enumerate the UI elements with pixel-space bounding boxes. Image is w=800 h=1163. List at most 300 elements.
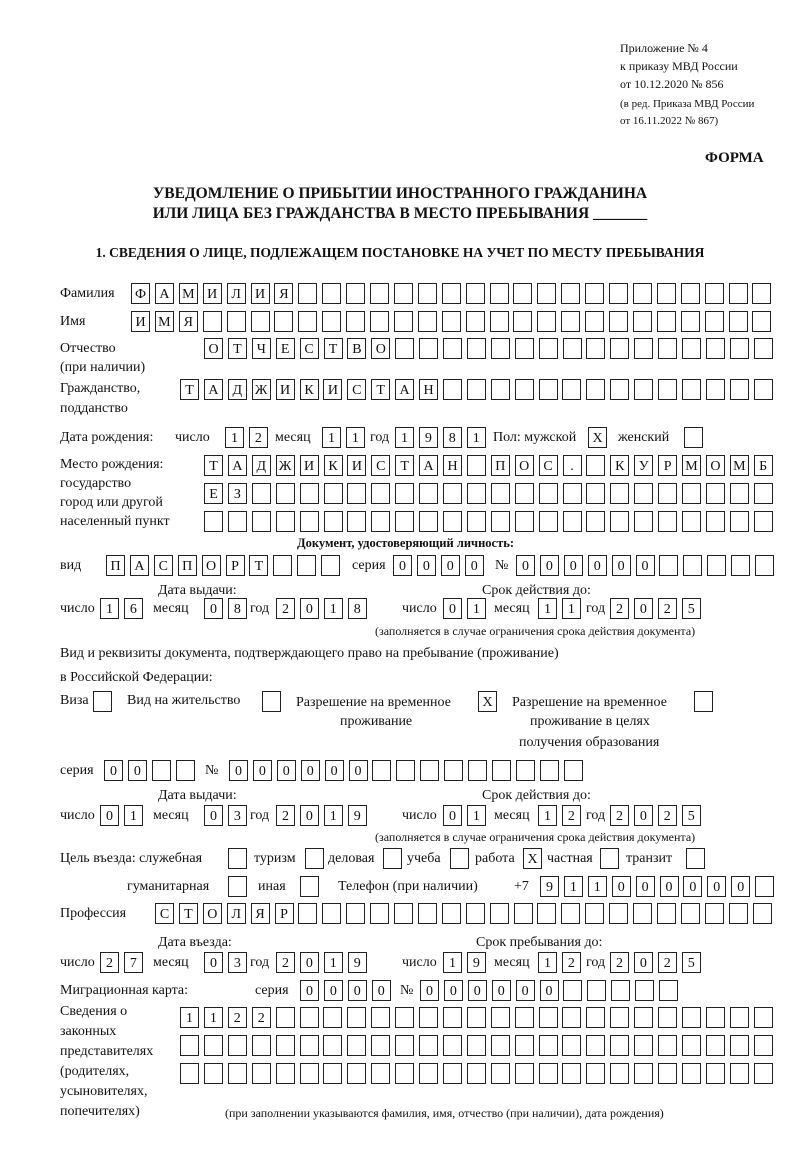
char-box[interactable]: И bbox=[276, 379, 295, 400]
char-box[interactable] bbox=[729, 311, 748, 332]
purpose-private-checkbox[interactable] bbox=[600, 848, 624, 870]
char-box[interactable]: 0 bbox=[516, 555, 535, 576]
char-box[interactable] bbox=[228, 1035, 247, 1056]
char-box[interactable]: 2 bbox=[658, 952, 677, 973]
char-box[interactable]: 0 bbox=[300, 952, 319, 973]
char-box[interactable]: 0 bbox=[104, 760, 123, 781]
char-box[interactable] bbox=[394, 311, 413, 332]
char-box[interactable] bbox=[586, 1063, 605, 1084]
char-box[interactable] bbox=[681, 903, 700, 924]
char-box[interactable] bbox=[371, 1007, 390, 1028]
char-box[interactable] bbox=[322, 283, 341, 304]
char-box[interactable] bbox=[609, 903, 628, 924]
char-box[interactable]: О bbox=[515, 455, 534, 476]
citizenship-field[interactable] bbox=[180, 379, 778, 401]
char-box[interactable]: А bbox=[130, 555, 149, 576]
char-box[interactable]: 0 bbox=[300, 980, 319, 1001]
char-box[interactable] bbox=[418, 283, 437, 304]
char-box[interactable] bbox=[418, 311, 437, 332]
char-box[interactable]: Т bbox=[228, 338, 247, 359]
char-box[interactable]: 2 bbox=[276, 952, 295, 973]
char-box[interactable] bbox=[347, 483, 366, 504]
char-box[interactable] bbox=[395, 1035, 414, 1056]
char-box[interactable] bbox=[730, 1007, 749, 1028]
id-issue-year-field[interactable] bbox=[276, 598, 372, 620]
char-box[interactable] bbox=[634, 483, 653, 504]
char-box[interactable] bbox=[491, 483, 510, 504]
char-box[interactable]: 0 bbox=[540, 555, 559, 576]
char-box[interactable]: А bbox=[228, 455, 247, 476]
char-box[interactable] bbox=[203, 311, 222, 332]
stay-until-month-field[interactable] bbox=[538, 952, 586, 974]
char-box[interactable] bbox=[563, 511, 582, 532]
char-box[interactable] bbox=[443, 379, 462, 400]
char-box[interactable] bbox=[634, 1007, 653, 1028]
char-box[interactable]: 0 bbox=[277, 760, 296, 781]
char-box[interactable] bbox=[730, 483, 749, 504]
char-box[interactable]: Т bbox=[395, 455, 414, 476]
residence-checkbox[interactable] bbox=[262, 691, 286, 713]
char-box[interactable] bbox=[395, 511, 414, 532]
id-valid-month-field[interactable] bbox=[538, 598, 586, 620]
char-box[interactable] bbox=[228, 511, 247, 532]
char-box[interactable] bbox=[658, 1007, 677, 1028]
char-box[interactable]: 8 bbox=[228, 598, 247, 619]
char-box[interactable] bbox=[372, 760, 391, 781]
char-box[interactable] bbox=[204, 1063, 223, 1084]
char-box[interactable] bbox=[395, 483, 414, 504]
char-box[interactable] bbox=[585, 903, 604, 924]
char-box[interactable] bbox=[300, 483, 319, 504]
char-box[interactable]: 1 bbox=[180, 1007, 199, 1028]
char-box[interactable] bbox=[634, 379, 653, 400]
purpose-service-checkbox[interactable] bbox=[228, 848, 252, 870]
char-box[interactable] bbox=[611, 980, 630, 1001]
char-box[interactable] bbox=[395, 1007, 414, 1028]
char-box[interactable] bbox=[585, 283, 604, 304]
char-box[interactable] bbox=[754, 1007, 773, 1028]
char-box[interactable] bbox=[515, 379, 534, 400]
char-box[interactable] bbox=[729, 283, 748, 304]
char-box[interactable]: 0 bbox=[301, 760, 320, 781]
char-box[interactable] bbox=[561, 903, 580, 924]
char-box[interactable]: Я bbox=[274, 283, 293, 304]
purpose-tourism-checkbox[interactable] bbox=[305, 848, 329, 870]
char-box[interactable] bbox=[754, 1063, 773, 1084]
char-box[interactable]: А bbox=[155, 283, 174, 304]
char-box[interactable]: С bbox=[539, 455, 558, 476]
char-box[interactable] bbox=[228, 1063, 247, 1084]
char-box[interactable] bbox=[300, 1035, 319, 1056]
char-box[interactable] bbox=[754, 338, 773, 359]
char-box[interactable] bbox=[682, 338, 701, 359]
char-box[interactable]: 0 bbox=[420, 980, 439, 1001]
char-box[interactable]: 1 bbox=[467, 427, 486, 448]
char-box[interactable] bbox=[682, 1007, 701, 1028]
char-box[interactable]: И bbox=[347, 455, 366, 476]
char-box[interactable]: А bbox=[204, 379, 223, 400]
char-box[interactable] bbox=[659, 555, 678, 576]
char-box[interactable]: Я bbox=[179, 311, 198, 332]
char-box[interactable] bbox=[561, 311, 580, 332]
char-box[interactable]: 0 bbox=[229, 760, 248, 781]
char-box[interactable] bbox=[491, 338, 510, 359]
char-box[interactable] bbox=[442, 311, 461, 332]
char-box[interactable] bbox=[419, 1007, 438, 1028]
char-box[interactable] bbox=[297, 555, 316, 576]
char-box[interactable]: 0 bbox=[612, 876, 631, 897]
stay-until-day-field[interactable] bbox=[443, 952, 491, 974]
stay-issue-day-field[interactable] bbox=[100, 805, 148, 827]
char-box[interactable] bbox=[564, 760, 583, 781]
char-box[interactable]: Т bbox=[249, 555, 268, 576]
char-box[interactable] bbox=[515, 1007, 534, 1028]
id-issue-month-field[interactable] bbox=[204, 598, 252, 620]
char-box[interactable] bbox=[419, 511, 438, 532]
char-box[interactable] bbox=[467, 483, 486, 504]
char-box[interactable] bbox=[276, 511, 295, 532]
char-box[interactable]: Р bbox=[275, 903, 294, 924]
char-box[interactable] bbox=[514, 903, 533, 924]
char-box[interactable] bbox=[754, 483, 773, 504]
birth-year-field[interactable] bbox=[395, 427, 491, 449]
char-box[interactable]: X bbox=[588, 427, 607, 448]
char-box[interactable] bbox=[346, 903, 365, 924]
birthplace-field-1[interactable] bbox=[204, 455, 778, 477]
char-box[interactable] bbox=[371, 483, 390, 504]
purpose-other-checkbox[interactable] bbox=[300, 876, 324, 898]
char-box[interactable]: 0 bbox=[707, 876, 726, 897]
char-box[interactable] bbox=[610, 379, 629, 400]
char-box[interactable]: Т bbox=[324, 338, 343, 359]
char-box[interactable] bbox=[563, 338, 582, 359]
id-valid-day-field[interactable] bbox=[443, 598, 491, 620]
char-box[interactable] bbox=[562, 1007, 581, 1028]
char-box[interactable] bbox=[730, 338, 749, 359]
char-box[interactable]: Е bbox=[276, 338, 295, 359]
char-box[interactable]: 0 bbox=[683, 876, 702, 897]
purpose-business-checkbox[interactable] bbox=[383, 848, 407, 870]
char-box[interactable] bbox=[491, 1007, 510, 1028]
char-box[interactable] bbox=[419, 1035, 438, 1056]
char-box[interactable] bbox=[682, 1063, 701, 1084]
char-box[interactable] bbox=[467, 1063, 486, 1084]
char-box[interactable]: 0 bbox=[300, 805, 319, 826]
sex-female-checkbox[interactable] bbox=[684, 427, 708, 449]
char-box[interactable] bbox=[706, 483, 725, 504]
purpose-transit-checkbox[interactable] bbox=[686, 848, 710, 870]
char-box[interactable] bbox=[682, 483, 701, 504]
char-box[interactable] bbox=[730, 511, 749, 532]
char-box[interactable] bbox=[370, 311, 389, 332]
char-box[interactable]: С bbox=[300, 338, 319, 359]
char-box[interactable]: 9 bbox=[348, 952, 367, 973]
char-box[interactable]: 1 bbox=[324, 952, 343, 973]
char-box[interactable] bbox=[563, 483, 582, 504]
char-box[interactable] bbox=[683, 555, 702, 576]
char-box[interactable]: 2 bbox=[658, 805, 677, 826]
birth-day-field[interactable] bbox=[225, 427, 273, 449]
char-box[interactable] bbox=[300, 876, 319, 897]
char-box[interactable] bbox=[563, 980, 582, 1001]
char-box[interactable] bbox=[93, 691, 112, 712]
char-box[interactable] bbox=[394, 903, 413, 924]
trp-checkbox[interactable] bbox=[478, 691, 502, 713]
char-box[interactable]: 2 bbox=[249, 427, 268, 448]
char-box[interactable]: М bbox=[730, 455, 749, 476]
purpose-work-checkbox[interactable] bbox=[523, 848, 547, 870]
char-box[interactable]: П bbox=[178, 555, 197, 576]
char-box[interactable]: Н bbox=[443, 455, 462, 476]
char-box[interactable] bbox=[419, 483, 438, 504]
char-box[interactable]: 0 bbox=[492, 980, 511, 1001]
char-box[interactable] bbox=[491, 1063, 510, 1084]
char-box[interactable] bbox=[305, 848, 324, 869]
char-box[interactable]: 2 bbox=[100, 952, 119, 973]
char-box[interactable]: 1 bbox=[588, 876, 607, 897]
char-box[interactable] bbox=[180, 1063, 199, 1084]
char-box[interactable] bbox=[562, 1063, 581, 1084]
char-box[interactable] bbox=[383, 848, 402, 869]
char-box[interactable] bbox=[443, 1063, 462, 1084]
char-box[interactable] bbox=[442, 903, 461, 924]
char-box[interactable] bbox=[539, 1063, 558, 1084]
char-box[interactable] bbox=[657, 311, 676, 332]
char-box[interactable] bbox=[539, 338, 558, 359]
id-valid-year-field[interactable] bbox=[610, 598, 706, 620]
char-box[interactable]: 0 bbox=[636, 555, 655, 576]
char-box[interactable]: 8 bbox=[443, 427, 462, 448]
char-box[interactable] bbox=[539, 511, 558, 532]
char-box[interactable] bbox=[176, 760, 195, 781]
char-box[interactable] bbox=[204, 511, 223, 532]
char-box[interactable]: 1 bbox=[204, 1007, 223, 1028]
char-box[interactable] bbox=[251, 311, 270, 332]
char-box[interactable] bbox=[515, 1035, 534, 1056]
char-box[interactable]: Л bbox=[227, 283, 246, 304]
char-box[interactable]: 0 bbox=[588, 555, 607, 576]
phone-field[interactable] bbox=[540, 876, 779, 898]
char-box[interactable] bbox=[513, 311, 532, 332]
char-box[interactable]: 2 bbox=[228, 1007, 247, 1028]
char-box[interactable] bbox=[466, 283, 485, 304]
char-box[interactable] bbox=[394, 283, 413, 304]
char-box[interactable] bbox=[730, 379, 749, 400]
char-box[interactable] bbox=[537, 283, 556, 304]
char-box[interactable] bbox=[180, 1035, 199, 1056]
char-box[interactable]: 2 bbox=[562, 805, 581, 826]
char-box[interactable] bbox=[276, 1063, 295, 1084]
char-box[interactable] bbox=[561, 283, 580, 304]
char-box[interactable]: Ф bbox=[131, 283, 150, 304]
char-box[interactable]: 1 bbox=[322, 427, 341, 448]
char-box[interactable] bbox=[324, 511, 343, 532]
char-box[interactable] bbox=[586, 379, 605, 400]
char-box[interactable]: 1 bbox=[564, 876, 583, 897]
char-box[interactable]: О bbox=[203, 903, 222, 924]
char-box[interactable] bbox=[491, 379, 510, 400]
char-box[interactable] bbox=[755, 555, 774, 576]
char-box[interactable]: М bbox=[682, 455, 701, 476]
char-box[interactable] bbox=[610, 1035, 629, 1056]
char-box[interactable]: 0 bbox=[612, 555, 631, 576]
char-box[interactable] bbox=[635, 980, 654, 1001]
char-box[interactable]: 0 bbox=[441, 555, 460, 576]
char-box[interactable]: У bbox=[634, 455, 653, 476]
char-box[interactable]: 1 bbox=[443, 952, 462, 973]
char-box[interactable]: 2 bbox=[276, 598, 295, 619]
char-box[interactable] bbox=[322, 311, 341, 332]
char-box[interactable]: Д bbox=[228, 379, 247, 400]
char-box[interactable] bbox=[610, 338, 629, 359]
char-box[interactable] bbox=[754, 511, 773, 532]
char-box[interactable]: 1 bbox=[324, 598, 343, 619]
char-box[interactable]: 1 bbox=[324, 805, 343, 826]
char-box[interactable] bbox=[659, 980, 678, 1001]
stay-until-year-field[interactable] bbox=[610, 952, 706, 974]
char-box[interactable]: 0 bbox=[204, 598, 223, 619]
char-box[interactable] bbox=[443, 338, 462, 359]
char-box[interactable]: 3 bbox=[228, 952, 247, 973]
char-box[interactable] bbox=[228, 848, 247, 869]
char-box[interactable] bbox=[276, 1035, 295, 1056]
char-box[interactable] bbox=[694, 691, 713, 712]
char-box[interactable] bbox=[490, 311, 509, 332]
char-box[interactable]: С bbox=[347, 379, 366, 400]
char-box[interactable]: Р bbox=[226, 555, 245, 576]
char-box[interactable] bbox=[587, 980, 606, 1001]
char-box[interactable] bbox=[681, 283, 700, 304]
char-box[interactable]: 0 bbox=[634, 952, 653, 973]
char-box[interactable]: Б bbox=[754, 455, 773, 476]
id-issue-day-field[interactable] bbox=[100, 598, 148, 620]
migration-card-series-field[interactable] bbox=[300, 980, 396, 1002]
char-box[interactable]: 1 bbox=[538, 952, 557, 973]
char-box[interactable]: 5 bbox=[682, 805, 701, 826]
char-box[interactable]: 0 bbox=[443, 805, 462, 826]
char-box[interactable] bbox=[537, 903, 556, 924]
char-box[interactable] bbox=[658, 511, 677, 532]
char-box[interactable]: 2 bbox=[610, 952, 629, 973]
char-box[interactable] bbox=[755, 876, 774, 897]
char-box[interactable] bbox=[515, 483, 534, 504]
char-box[interactable] bbox=[324, 483, 343, 504]
char-box[interactable] bbox=[298, 903, 317, 924]
char-box[interactable] bbox=[252, 483, 271, 504]
char-box[interactable] bbox=[419, 338, 438, 359]
char-box[interactable]: 7 bbox=[124, 952, 143, 973]
char-box[interactable] bbox=[586, 1007, 605, 1028]
char-box[interactable] bbox=[252, 1063, 271, 1084]
char-box[interactable] bbox=[540, 760, 559, 781]
char-box[interactable] bbox=[684, 427, 703, 448]
char-box[interactable]: С bbox=[154, 555, 173, 576]
char-box[interactable]: Т bbox=[371, 379, 390, 400]
char-box[interactable]: Я bbox=[251, 903, 270, 924]
char-box[interactable] bbox=[395, 1063, 414, 1084]
char-box[interactable] bbox=[610, 1007, 629, 1028]
char-box[interactable] bbox=[610, 483, 629, 504]
migration-card-number-field[interactable] bbox=[420, 980, 683, 1002]
char-box[interactable] bbox=[442, 283, 461, 304]
char-box[interactable]: X bbox=[523, 848, 542, 869]
char-box[interactable] bbox=[586, 1035, 605, 1056]
char-box[interactable]: 0 bbox=[393, 555, 412, 576]
char-box[interactable]: К bbox=[610, 455, 629, 476]
char-box[interactable] bbox=[492, 760, 511, 781]
char-box[interactable]: Е bbox=[204, 483, 223, 504]
id-kind-field[interactable] bbox=[106, 555, 345, 577]
char-box[interactable]: 0 bbox=[348, 980, 367, 1001]
char-box[interactable] bbox=[658, 483, 677, 504]
char-box[interactable]: 9 bbox=[348, 805, 367, 826]
char-box[interactable] bbox=[682, 1035, 701, 1056]
char-box[interactable] bbox=[705, 903, 724, 924]
stay-issue-month-field[interactable] bbox=[204, 805, 252, 827]
char-box[interactable] bbox=[370, 283, 389, 304]
char-box[interactable]: 9 bbox=[419, 427, 438, 448]
char-box[interactable] bbox=[682, 511, 701, 532]
char-box[interactable] bbox=[323, 1007, 342, 1028]
char-box[interactable]: 1 bbox=[538, 598, 557, 619]
char-box[interactable] bbox=[298, 283, 317, 304]
char-box[interactable] bbox=[586, 455, 605, 476]
char-box[interactable] bbox=[276, 1007, 295, 1028]
char-box[interactable] bbox=[706, 338, 725, 359]
char-box[interactable]: Т bbox=[204, 455, 223, 476]
char-box[interactable]: И bbox=[323, 379, 342, 400]
char-box[interactable] bbox=[562, 379, 581, 400]
char-box[interactable] bbox=[686, 848, 705, 869]
char-box[interactable] bbox=[444, 760, 463, 781]
char-box[interactable]: 5 bbox=[682, 598, 701, 619]
char-box[interactable] bbox=[466, 311, 485, 332]
char-box[interactable]: 0 bbox=[731, 876, 750, 897]
char-box[interactable] bbox=[562, 1035, 581, 1056]
char-box[interactable] bbox=[634, 1035, 653, 1056]
char-box[interactable] bbox=[273, 555, 292, 576]
char-box[interactable] bbox=[371, 511, 390, 532]
char-box[interactable] bbox=[300, 1063, 319, 1084]
char-box[interactable] bbox=[347, 511, 366, 532]
char-box[interactable] bbox=[468, 760, 487, 781]
char-box[interactable]: 2 bbox=[610, 805, 629, 826]
char-box[interactable] bbox=[321, 555, 340, 576]
char-box[interactable] bbox=[729, 903, 748, 924]
char-box[interactable] bbox=[752, 311, 771, 332]
char-box[interactable]: 0 bbox=[564, 555, 583, 576]
char-box[interactable]: . bbox=[563, 455, 582, 476]
char-box[interactable]: 0 bbox=[634, 598, 653, 619]
char-box[interactable] bbox=[371, 1035, 390, 1056]
purpose-humanitarian-checkbox[interactable] bbox=[228, 876, 252, 898]
stay-valid-month-field[interactable] bbox=[538, 805, 586, 827]
char-box[interactable] bbox=[731, 555, 750, 576]
char-box[interactable] bbox=[658, 1063, 677, 1084]
char-box[interactable]: Д bbox=[252, 455, 271, 476]
char-box[interactable] bbox=[706, 1035, 725, 1056]
char-box[interactable] bbox=[706, 1007, 725, 1028]
char-box[interactable]: 0 bbox=[349, 760, 368, 781]
char-box[interactable] bbox=[706, 511, 725, 532]
char-box[interactable] bbox=[634, 511, 653, 532]
char-box[interactable] bbox=[537, 311, 556, 332]
char-box[interactable] bbox=[754, 379, 773, 400]
char-box[interactable]: Ж bbox=[252, 379, 271, 400]
char-box[interactable] bbox=[707, 555, 726, 576]
char-box[interactable] bbox=[443, 1035, 462, 1056]
char-box[interactable] bbox=[658, 1035, 677, 1056]
